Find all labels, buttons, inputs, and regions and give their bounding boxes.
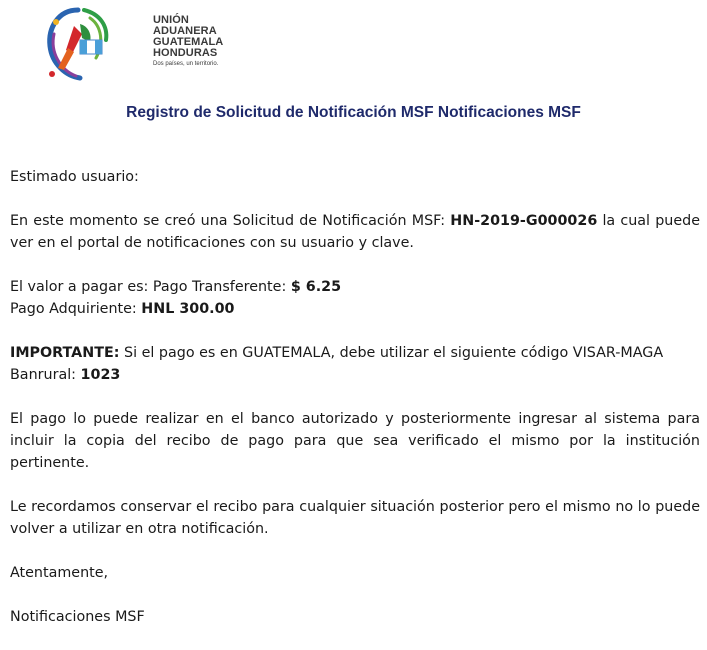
notification-code: HN-2019-G000026 — [450, 213, 598, 229]
logo-line: HONDURAS — [153, 47, 218, 59]
acquirer-label: Pago Adquiriente: — [10, 301, 142, 317]
acquirer-amount: HNL 300.00 — [141, 301, 235, 317]
notification-paragraph — [10, 210, 700, 254]
email-body — [10, 166, 700, 650]
important-label: IMPORTANTE: — [10, 345, 120, 361]
logo-tagline: Dos países, un territorio. — [153, 61, 219, 67]
payment-paragraph — [10, 276, 700, 320]
signature: Notificaciones MSF — [10, 609, 145, 625]
logo — [44, 4, 224, 84]
closing: Atentamente, — [10, 565, 109, 581]
important-paragraph — [10, 342, 700, 386]
transfer-label: El valor a pagar es: Pago Transferente: — [10, 279, 291, 295]
logo-line: ADUANERA — [153, 25, 217, 37]
greeting: Estimado usuario: — [10, 169, 139, 185]
important-text: Si el pago es en GUATEMALA, debe utilizar el siguiente código VISAR-MAGA Banrural: — [10, 345, 664, 383]
logo-line: GUATEMALA — [153, 36, 224, 48]
email-title: Registro de Solicitud de Notificación MSF Notificaciones MSF — [126, 104, 581, 121]
logo-graphic — [44, 4, 114, 84]
notification-text: En este momento se creó una Solicitud de Notificación MSF: — [10, 213, 451, 229]
transfer-amount: $ 6.25 — [290, 279, 342, 295]
receipt-reminder: Le recordamos conservar el recibo para cualquier situación posterior pero el mismo no lo puede volver a utilizar en otra notificación. — [10, 499, 700, 537]
logo-wordmark — [153, 15, 223, 59]
logo-line: UNIÓN — [153, 14, 189, 26]
notification-text-end: la cual puede ver en el portal de notificaciones con su usuario y clave. — [10, 213, 701, 251]
bank-code: 1023 — [80, 367, 121, 383]
payment-instructions: El pago lo puede realizar en el banco autorizado y posteriormente ingresar al sistema para incluir la copia del recibo de pago para que sea verificado el mismo por la institución pertinente. — [10, 411, 700, 471]
